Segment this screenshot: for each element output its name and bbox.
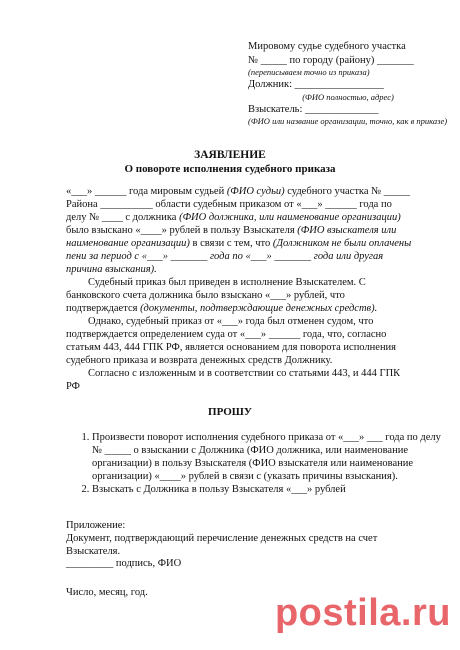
claimant-hint: (ФИО или название организации, точно, как в приказе)	[248, 116, 448, 126]
list-item: 2. Взыскать с Должника в пользу Взыскателя «___» рублей	[92, 483, 442, 496]
paragraph-2-text: Судебный приказ был приведен в исполнение Взыскателем. С банковского счета должника было взыскано «___» рублей, что подтверждается	[66, 277, 366, 314]
signature-line: _________ подпись, ФИО	[66, 558, 182, 569]
paragraph-1-claimant: (ФИО взыскателя или наименование организации)	[66, 225, 397, 249]
paragraph-1	[66, 185, 412, 276]
request-list	[66, 431, 442, 496]
paragraph-1-judge: (ФИО судьи)	[226, 186, 285, 197]
request-heading: ПРОШУ	[208, 406, 252, 418]
date-line: Число, месяц, год.	[66, 587, 148, 598]
addressee-block	[248, 40, 448, 127]
debtor-hint: (ФИО полностью, адрес)	[302, 91, 394, 102]
paragraph-2-docs: (документы, подтверждающие денежных средств).	[140, 303, 378, 314]
statement-body	[66, 185, 412, 393]
paragraph-1-text-e: было взыскано «____» рублей в пользу Взыскателя	[66, 225, 298, 236]
claimant-line: Взыскатель: ______________	[248, 103, 379, 115]
appendix-block	[66, 519, 416, 558]
watermark-logo	[251, 590, 451, 636]
paragraph-1-text-g: в связи с тем, что	[189, 238, 273, 249]
watermark-text: postila.ru	[274, 591, 451, 634]
appendix-text: Документ, подтверждающий перечисление денежных средств на счет Взыскателя.	[66, 533, 378, 557]
paragraph-4: Согласно с изложенным и в соответствии со статьями 443, и 444 ГПК РФ	[66, 368, 401, 392]
paragraph-1-text-a: «___» ______ года мировым судьей	[66, 186, 227, 197]
paragraph-1-reason: (Должником не были оплачены пени за период с «___» _______ года по «___» _______ года или другая причина взыскания).	[66, 238, 412, 275]
title-block	[40, 148, 420, 176]
court-hint: (переписываем точно из приказа)	[248, 67, 370, 77]
paragraph-1-text-c: судебного участка № _____ Района __________ области судебным приказом от «___» ______ года по делу № ____ с должника	[66, 186, 411, 223]
document-subtitle: О повороте исполнения судебного приказа	[124, 163, 336, 175]
debtor-line: Должник: _________________	[248, 79, 384, 90]
paragraph-1-debtor: (ФИО должника, или наименование организации)	[179, 212, 401, 223]
court-number-line: № _____ по городу (району) _______	[248, 54, 414, 66]
document-title: ЗАЯВЛЕНИЕ	[194, 149, 266, 161]
appendix-heading: Приложение:	[66, 520, 126, 531]
paragraph-3: Однако, судебный приказ от «___» года был отменен судом, что подтверждается определением суда от «___» ______ года, что, согласно статьям 443, 444 ГПК РФ, является основанием для поворота исполнения судебного приказа и возврата денежных средств Должнику.	[66, 316, 397, 366]
addressee-line: Мировому судье судебного участка	[248, 41, 406, 52]
list-item: 1. Произвести поворот исполнения судебного приказа от «___» ___ года по делу № _____ о взыскании с Должника (ФИО должника, или наименование организации) в пользу Взыскателя (ФИО взыскателя или наименование организации) «____» рублей в связи с (указать причины взыскания).	[92, 431, 442, 483]
paragraph-2	[66, 276, 412, 315]
